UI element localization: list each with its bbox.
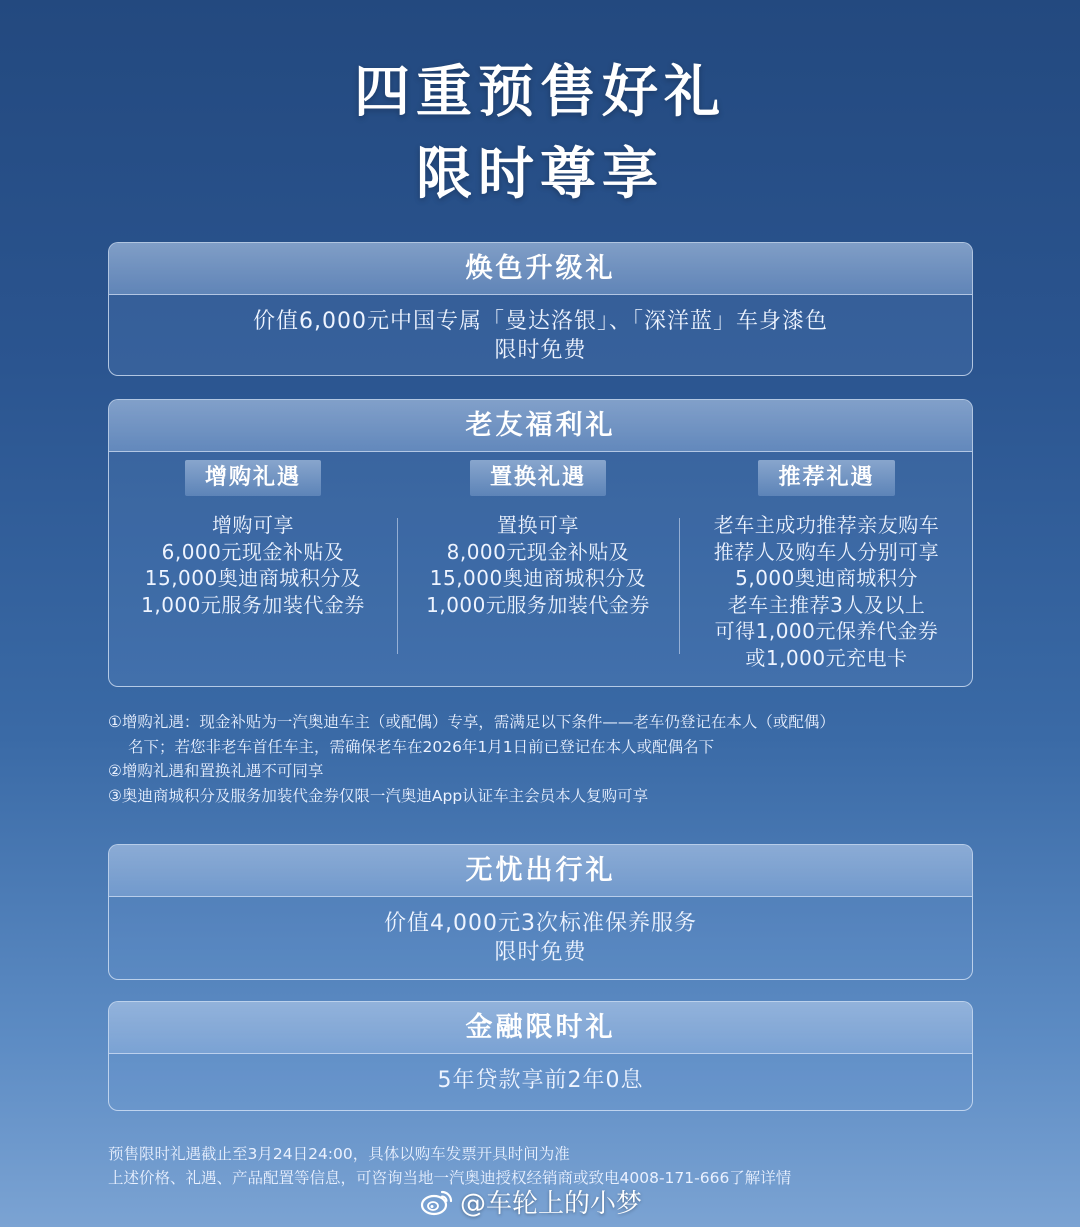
footer-line: 上述价格、礼遇、产品配置等信息，可咨询当地一汽奥迪授权经销商或致电4008-171-666了解详情: [108, 1169, 792, 1187]
note-line: ②增购礼遇和置换礼遇不可同享: [108, 762, 324, 780]
benefit-column-trade-in: [397, 460, 679, 618]
benefit-line: 1,000元服务加装代金券: [141, 592, 365, 617]
watermark: [420, 1183, 642, 1220]
benefit-line: 可得1,000元保养代金券: [714, 619, 939, 643]
watermark-text: @车轮上的小梦: [460, 1189, 643, 1219]
gift-card-loyalty: [108, 399, 973, 687]
gift-heading: 无忧出行礼: [109, 845, 972, 897]
gift-desc-line: 价值6,000元中国专属「曼达洛银」、「深洋蓝」车身漆色: [253, 309, 828, 334]
note-line: 名下；若您非老车首任车主，需确保老车在2026年1月1日前已登记在本人或配偶名下: [128, 737, 715, 756]
note-line: ①增购礼遇：现金补贴为一汽奥迪车主（或配偶）专享，需满足以下条件——老车仍登记在本人（或配偶）: [108, 713, 835, 731]
gift-card-worry-free: [108, 844, 973, 980]
benefit-column-add-purchase: [109, 460, 397, 618]
benefit-line: 或1,000元充电卡: [745, 645, 908, 670]
gift-card-finance: [108, 1001, 973, 1111]
weibo-icon: [420, 1187, 454, 1217]
benefit-line: 6,000元现金补贴及: [161, 539, 345, 564]
benefit-tag: 推荐礼遇: [758, 460, 894, 496]
note-line: ③奥迪商城积分及服务加装代金券仅限一汽奥迪App认证车主会员本人复购可享: [108, 786, 649, 805]
benefit-line: 5,000奥迪商城积分: [735, 566, 918, 590]
benefit-line: 老车主成功推荐亲友购车: [713, 513, 940, 537]
gift-heading: 金融限时礼: [109, 1002, 972, 1054]
page-subtitle: 限时尊享: [416, 142, 664, 207]
benefit-line: 1,000元服务加装代金券: [426, 592, 650, 617]
page-title: 四重预售好礼: [354, 60, 726, 125]
benefit-line: 置换可享: [497, 513, 579, 537]
benefit-line: 8,000元现金补贴及: [446, 539, 630, 564]
benefit-tag: 置换礼遇: [470, 460, 606, 496]
gift-desc-line: 5年贷款享前2年0息: [437, 1068, 644, 1093]
gift-desc-line: 限时免费: [494, 338, 587, 363]
benefit-line: 增购可享: [212, 513, 294, 537]
benefit-tag: 增购礼遇: [185, 460, 321, 496]
benefit-line: 推荐人及购车人分别可享: [713, 539, 940, 564]
gift-desc-line: 价值4,000元3次标准保养服务: [384, 911, 697, 936]
gift-heading: 老友福利礼: [109, 400, 972, 452]
benefit-column-referral: [679, 460, 973, 671]
gift-card-color-upgrade: [108, 242, 973, 376]
terms-notes: [108, 710, 988, 808]
gift-heading: 焕色升级礼: [109, 243, 972, 295]
benefit-line: 老车主推荐3人及以上: [727, 592, 926, 617]
benefit-line: 15,000奥迪商城积分及: [144, 566, 362, 590]
benefit-line: 15,000奥迪商城积分及: [429, 566, 647, 590]
gift-desc-line: 限时免费: [494, 940, 587, 965]
footer-line: 预售限时礼遇截止至3月24日24:00，具体以购车发票开具时间为准: [108, 1145, 570, 1163]
